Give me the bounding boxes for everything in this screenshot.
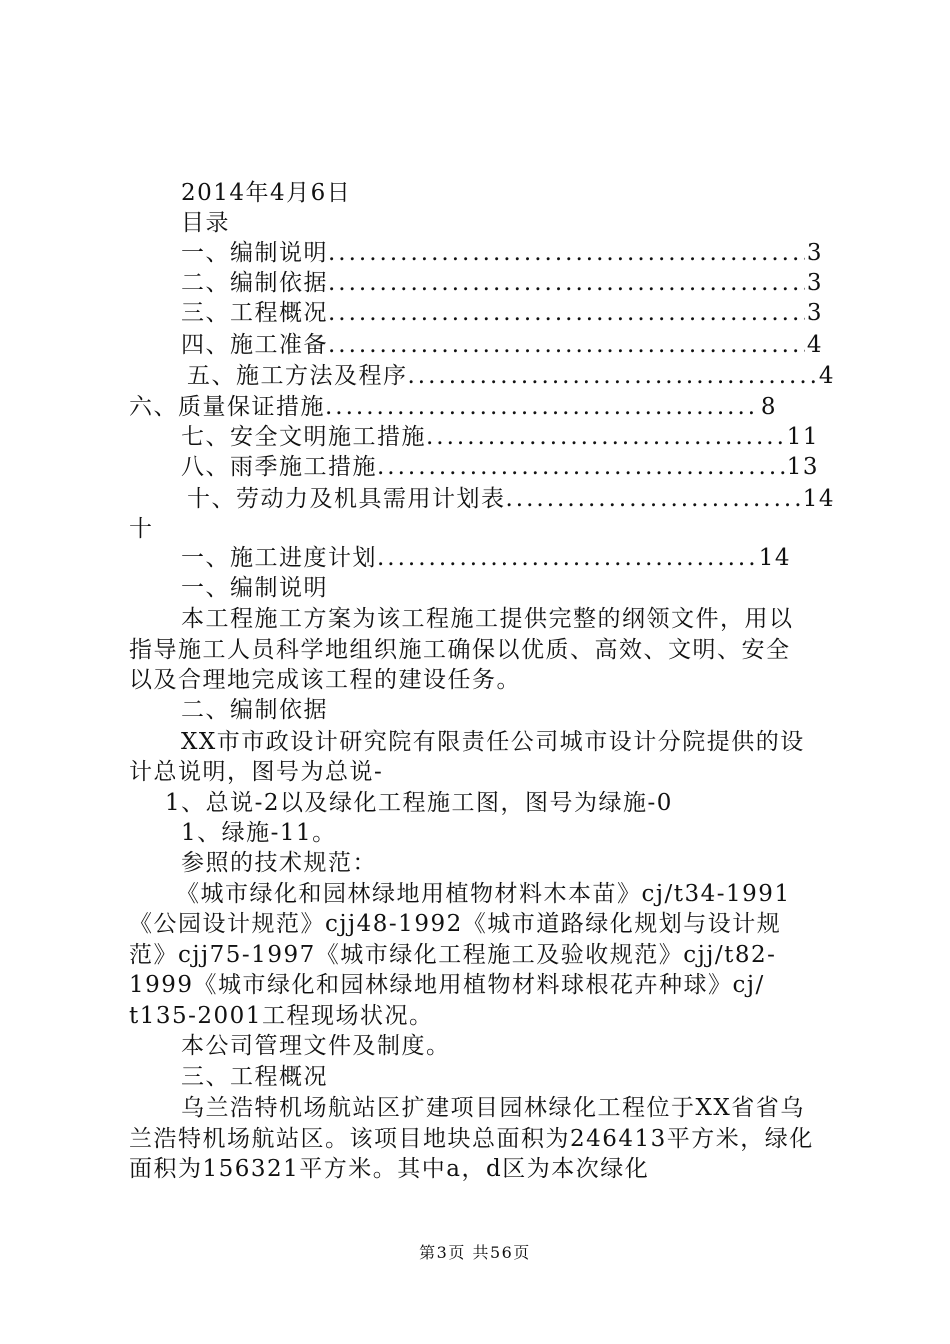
body-line: t135-2001工程现场状况。 [129, 1003, 434, 1029]
toc-label: 四、施工准备 [181, 332, 328, 358]
toc-entry[interactable] [129, 392, 777, 422]
body-line: 《城市绿化和园林绿地用植物材料木本苗》cj/t34-1991 [176, 881, 791, 907]
toc-entry[interactable] [187, 361, 835, 391]
section-heading: 三、工程概况 [181, 1064, 328, 1090]
toc-label: 八、雨季施工措施 [181, 454, 377, 480]
toc-entry[interactable] [181, 452, 819, 482]
toc-label: 二、编制依据 [181, 270, 328, 296]
body-line: 指导施工人员科学地组织施工确保以优质、高效、文明、安全 [129, 637, 791, 663]
toc-label: 一、施工进度计划 [181, 545, 377, 571]
toc-leader [328, 238, 805, 268]
body-line: 本工程施工方案为该工程施工提供完整的纲领文件，用以 [181, 606, 794, 632]
toc-entry[interactable] [181, 330, 823, 360]
toc-title: 目录 [181, 210, 230, 236]
toc-entry[interactable] [181, 298, 823, 328]
toc-leader [328, 330, 805, 360]
toc-leader [325, 392, 759, 422]
body-line: 乌兰浩特机场航站区扩建项目园林绿化工程位于XX省省乌 [181, 1095, 805, 1121]
toc-entry[interactable] [181, 268, 823, 298]
toc-leader [377, 543, 757, 573]
toc-label: 一、编制说明 [181, 240, 328, 266]
body-line: 1999《城市绿化和园林绿地用植物材料球根花卉种球》cj/ [129, 972, 765, 998]
toc-page: 3 [806, 300, 823, 326]
toc-entry[interactable] [181, 543, 791, 573]
body-line: 以及合理地完成该工程的建设任务。 [129, 667, 521, 693]
body-line: 本公司管理文件及制度。 [181, 1033, 451, 1059]
body-line: 1、绿施-11。 [181, 820, 337, 846]
toc-label: 十、劳动力及机具需用计划表 [187, 486, 506, 512]
toc-page: 3 [806, 240, 823, 266]
toc-page: 13 [786, 454, 819, 480]
toc-entry[interactable] [181, 422, 819, 452]
section-heading: 二、编制依据 [181, 697, 328, 723]
toc-leader [328, 298, 805, 328]
section-heading: 一、编制说明 [181, 575, 328, 601]
toc-label: 三、工程概况 [181, 300, 328, 326]
body-line: 范》cjj75-1997《城市绿化工程施工及验收规范》cjj/t82- [129, 942, 777, 968]
toc-page: 14 [802, 486, 835, 512]
toc-entry[interactable] [181, 238, 823, 268]
body-line: XX市市政设计研究院有限责任公司城市设计分院提供的设 [181, 729, 805, 755]
toc-leader [408, 361, 817, 391]
body-line: 1、总说-2以及绿化工程施工图，图号为绿施-0 [165, 790, 673, 816]
toc-label: 七、安全文明施工措施 [181, 424, 426, 450]
toc-page: 14 [758, 545, 791, 571]
toc-page: 4 [818, 363, 835, 389]
body-line: 《公园设计规范》cjj48-1992《城市道路绿化规划与设计规 [129, 911, 782, 937]
page-footer: 第3页 共56页 [419, 1243, 531, 1262]
body-line: 计总说明，图号为总说- [129, 759, 384, 785]
toc-page: 8 [760, 394, 777, 420]
body-line: 兰浩特机场航站区。该项目地块总面积为246413平方米，绿化 [129, 1126, 814, 1152]
toc-wrap-char: 十 [129, 516, 154, 542]
toc-leader [426, 422, 785, 452]
toc-page: 4 [806, 332, 823, 358]
toc-leader [328, 268, 805, 298]
body-line: 参照的技术规范： [181, 850, 377, 876]
toc-page: 11 [786, 424, 819, 450]
toc-page: 3 [806, 270, 823, 296]
body-line: 面积为156321平方米。其中a，d区为本次绿化 [129, 1156, 650, 1182]
toc-leader [377, 452, 785, 482]
toc-leader [506, 484, 801, 514]
date-line: 2014年4月6日 [181, 180, 352, 206]
toc-label: 六、质量保证措施 [129, 394, 325, 420]
toc-label: 五、施工方法及程序 [187, 363, 408, 389]
toc-entry[interactable] [187, 484, 835, 514]
